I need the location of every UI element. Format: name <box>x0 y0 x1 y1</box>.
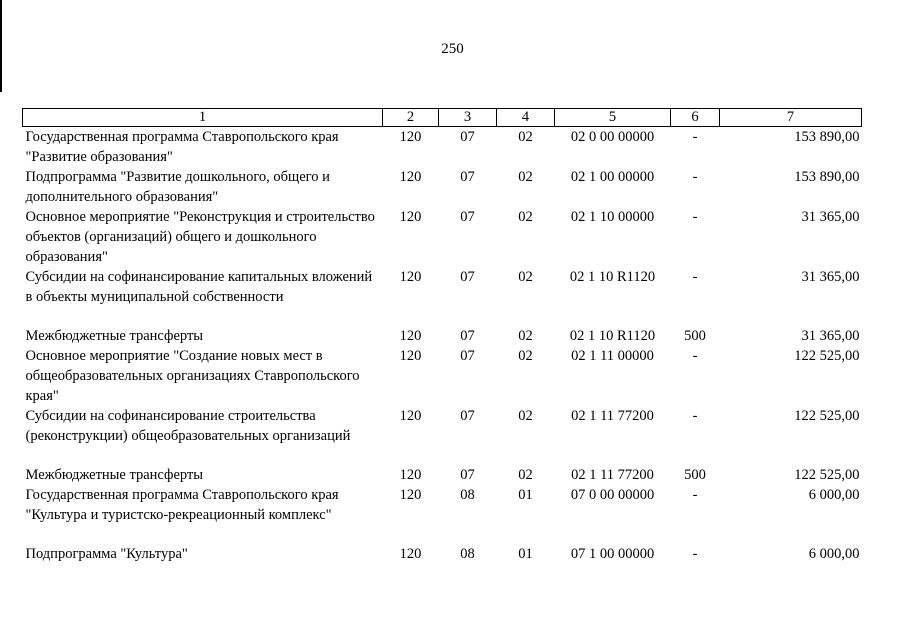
row-amount: 6 000,00 <box>808 546 860 562</box>
row-amount: 31 365,00 <box>801 209 860 225</box>
row-name: Государственная программа Ставропольского края "Развитие образования" <box>25 129 339 165</box>
header-cell: 6 <box>671 109 720 127</box>
row-target: 07 1 00 00000 <box>570 546 655 562</box>
row-subsection: 02 <box>518 209 533 225</box>
row-target: 02 1 11 77200 <box>571 467 654 483</box>
row-name: Подпрограмма "Культура" <box>25 546 188 562</box>
row-code: 120 <box>399 408 422 424</box>
table-row <box>23 406 862 465</box>
header-cell: 4 <box>497 109 555 127</box>
row-target: 02 0 00 00000 <box>570 129 655 145</box>
row-section: 07 <box>460 169 475 185</box>
row-code: 120 <box>399 328 422 344</box>
row-type: - <box>692 348 698 364</box>
row-amount: 153 890,00 <box>794 129 860 145</box>
row-type: 500 <box>684 467 706 483</box>
row-target: 02 1 00 00000 <box>570 169 655 185</box>
row-code: 120 <box>399 169 422 185</box>
row-target: 02 1 10 R1120 <box>569 328 656 344</box>
row-subsection: 02 <box>518 467 533 483</box>
row-code: 120 <box>399 348 422 364</box>
row-target: 02 1 11 00000 <box>571 348 654 364</box>
row-section: 08 <box>460 546 475 562</box>
row-type: 500 <box>684 328 706 344</box>
table-row <box>23 326 862 346</box>
budget-table <box>22 108 862 564</box>
row-amount: 31 365,00 <box>801 269 860 285</box>
row-type: - <box>692 169 698 185</box>
row-amount: 31 365,00 <box>801 328 860 344</box>
row-amount: 153 890,00 <box>794 169 860 185</box>
row-type: - <box>692 209 698 225</box>
header-cell: 5 <box>555 109 671 127</box>
table-row <box>23 485 862 544</box>
row-section: 07 <box>460 467 475 483</box>
table-row <box>23 127 862 168</box>
row-code: 120 <box>399 129 422 145</box>
row-target: 02 1 11 77200 <box>571 408 654 424</box>
row-name: Межбюджетные трансферты <box>25 328 204 344</box>
row-subsection: 02 <box>518 328 533 344</box>
table-row <box>23 544 862 564</box>
row-section: 07 <box>460 209 475 225</box>
row-name: Межбюджетные трансферты <box>25 467 204 483</box>
row-name: Подпрограмма "Развитие дошкольного, общего и дополнительного образования" <box>25 169 330 205</box>
row-target: 02 1 10 00000 <box>570 209 655 225</box>
row-subsection: 02 <box>518 348 533 364</box>
header-row <box>23 109 862 127</box>
table-row <box>23 207 862 267</box>
row-type: - <box>692 269 698 285</box>
row-target: 02 1 10 R1120 <box>569 269 656 285</box>
row-subsection: 02 <box>518 129 533 145</box>
table-row <box>23 346 862 406</box>
row-type: - <box>692 408 698 424</box>
table-row <box>23 465 862 485</box>
row-subsection: 02 <box>518 169 533 185</box>
row-section: 07 <box>460 408 475 424</box>
row-type: - <box>692 129 698 145</box>
row-section: 07 <box>460 348 475 364</box>
row-type: - <box>692 487 698 503</box>
row-section: 07 <box>460 129 475 145</box>
row-amount: 6 000,00 <box>808 487 860 503</box>
table-row <box>23 167 862 207</box>
header-cell: 7 <box>720 109 862 127</box>
row-code: 120 <box>399 487 422 503</box>
table-row <box>23 267 862 326</box>
row-target: 07 0 00 00000 <box>570 487 655 503</box>
row-subsection: 02 <box>518 408 533 424</box>
header-cell: 2 <box>383 109 439 127</box>
row-section: 08 <box>460 487 475 503</box>
row-name: Субсидии на софинансирование капитальных вложений в объекты муниципальной собственности <box>25 269 373 305</box>
row-code: 120 <box>399 209 422 225</box>
row-code: 120 <box>399 546 422 562</box>
row-amount: 122 525,00 <box>794 408 860 424</box>
row-amount: 122 525,00 <box>794 348 860 364</box>
row-subsection: 01 <box>518 546 533 562</box>
row-name: Основное мероприятие "Реконструкция и строительство объектов (организаций) общего и дошкольного образования" <box>25 209 375 265</box>
row-name: Основное мероприятие "Создание новых мест в общеобразовательных организациях Ставропольского края" <box>25 348 360 404</box>
row-section: 07 <box>460 269 475 285</box>
header-cell: 1 <box>23 109 383 127</box>
row-code: 120 <box>399 269 422 285</box>
row-name: Субсидии на софинансирование строительства (реконструкции) общеобразовательных организаций <box>25 408 351 444</box>
page-number: 250 <box>441 41 464 57</box>
row-name: Государственная программа Ставропольского края "Культура и туристско-рекреационный комплекс" <box>25 487 339 523</box>
row-amount: 122 525,00 <box>794 467 860 483</box>
row-section: 07 <box>460 328 475 344</box>
row-subsection: 02 <box>518 269 533 285</box>
row-subsection: 01 <box>518 487 533 503</box>
row-code: 120 <box>399 467 422 483</box>
header-cell: 3 <box>439 109 497 127</box>
row-type: - <box>692 546 698 562</box>
